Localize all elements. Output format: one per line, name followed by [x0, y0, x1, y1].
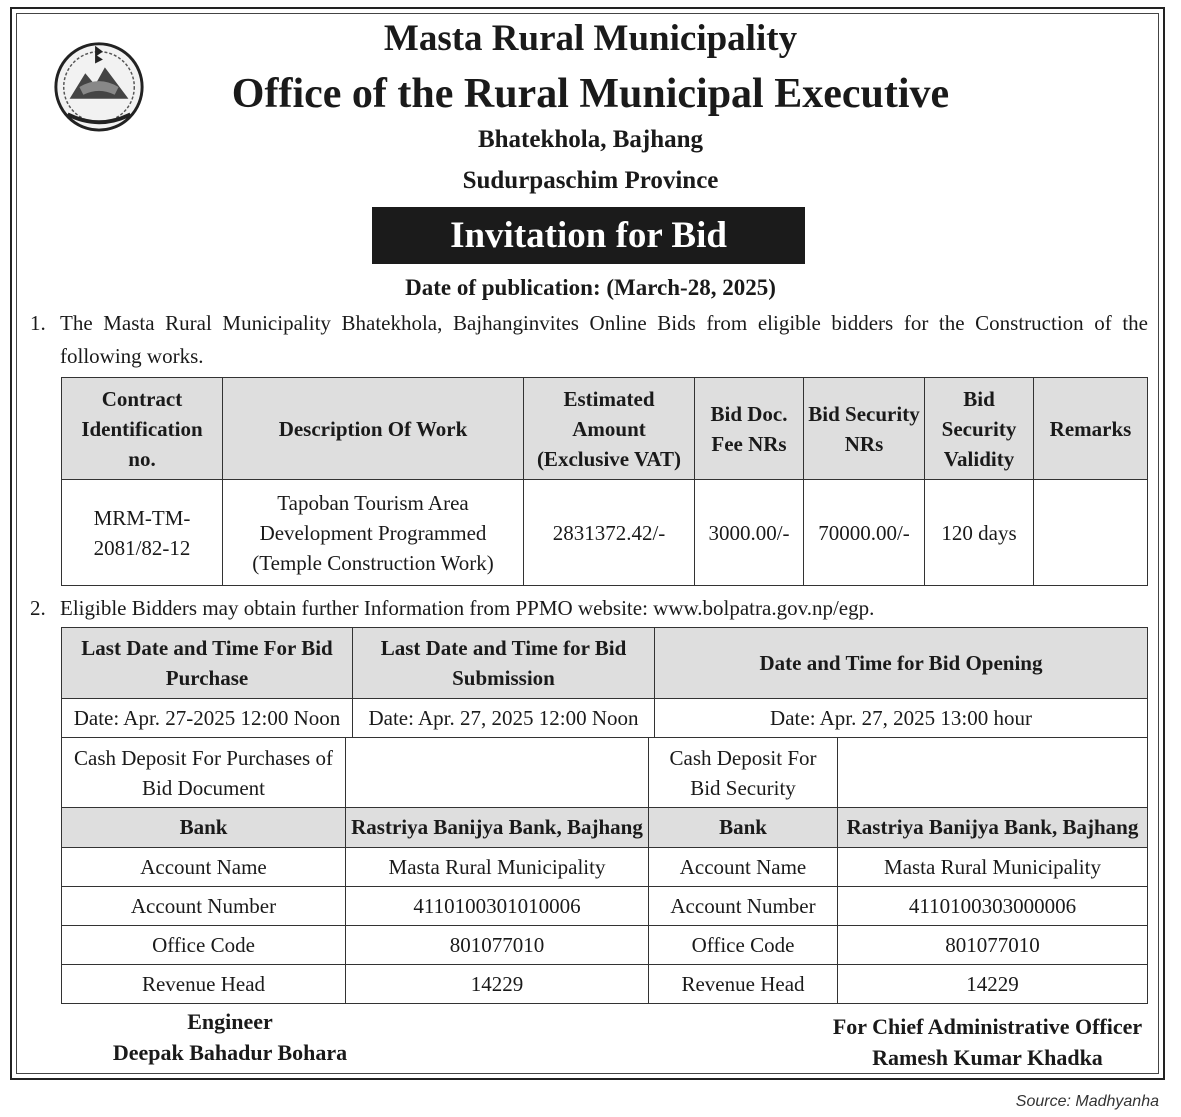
- remarks: [1034, 480, 1148, 586]
- notice-title: Invitation for Bid: [372, 207, 805, 264]
- row-label: Office Code: [649, 926, 838, 965]
- works-table: [61, 377, 1148, 586]
- col-remarks: Remarks: [1034, 378, 1148, 480]
- col-validity: Bid Security Validity: [925, 378, 1034, 480]
- work-description: Tapoban Tourism Area Development Programmed (Temple Construction Work): [223, 480, 524, 586]
- opening-date: Date: Apr. 27, 2025 13:00 hour: [655, 699, 1148, 738]
- deposit-table: [61, 737, 1148, 1004]
- row-value: Masta Rural Municipality: [346, 848, 649, 887]
- col-contract: Contract Identification no.: [62, 378, 223, 480]
- table-row: [62, 926, 1148, 965]
- table-row: [62, 848, 1148, 887]
- bank-name: Rastriya Banijya Bank, Bajhang: [346, 808, 649, 848]
- table-row: [62, 480, 1148, 586]
- item-number: 1.: [30, 311, 46, 335]
- cao-signature: [815, 1011, 1160, 1073]
- table-row: [62, 887, 1148, 926]
- col-amount: Estimated Amount (Exclusive VAT): [524, 378, 695, 480]
- signature-title: Engineer: [187, 1009, 273, 1034]
- row-label: Account Number: [649, 887, 838, 926]
- row-label: Account Name: [649, 848, 838, 887]
- row-value: 14229: [346, 965, 649, 1004]
- deposit-purchase-title: Cash Deposit For Purchases of Bid Document: [62, 738, 346, 808]
- bid-security: 70000.00/-: [804, 480, 925, 586]
- office-name: Office of the Rural Municipal Executive: [231, 71, 950, 117]
- invitation-paragraph: The Masta Rural Municipality Bhatekhola, Bajhanginvites Online Bids from eligible bidders for the Construction of the following works.: [60, 311, 1148, 368]
- security-validity: 120 days: [925, 480, 1034, 586]
- municipality-name: Masta Rural Municipality: [383, 18, 798, 59]
- engineer-signature: [80, 1006, 380, 1068]
- ppmo-info: Eligible Bidders may obtain further Information from PPMO website: www.bolpatra.gov.np/egp.: [60, 596, 875, 620]
- source-credit: Source: Madhyanha: [1015, 1093, 1159, 1110]
- contract-id: MRM-TM-2081/82-12: [62, 480, 223, 586]
- deposit-security-title: Cash Deposit For Bid Security: [649, 738, 838, 808]
- col-security: Bid Security NRs: [804, 378, 925, 480]
- row-value: 801077010: [346, 926, 649, 965]
- col-fee: Bid Doc. Fee NRs: [695, 378, 804, 480]
- table-row: [62, 965, 1148, 1004]
- row-label: Account Name: [62, 848, 346, 887]
- row-value: 4110100303000006: [838, 887, 1148, 926]
- col-submission-date: Last Date and Time for Bid Submission: [353, 628, 655, 699]
- blank-cell: [346, 738, 649, 808]
- dates-table: [61, 627, 1148, 738]
- row-label: Office Code: [62, 926, 346, 965]
- item-number: 2.: [30, 596, 46, 620]
- row-label: Account Number: [62, 887, 346, 926]
- purchase-date: Date: Apr. 27-2025 12:00 Noon: [62, 699, 353, 738]
- bank-name: Rastriya Banijya Bank, Bajhang: [838, 808, 1148, 848]
- row-label: Revenue Head: [62, 965, 346, 1004]
- submission-date: Date: Apr. 27, 2025 12:00 Noon: [353, 699, 655, 738]
- row-value: Masta Rural Municipality: [838, 848, 1148, 887]
- signature-name: Deepak Bahadur Bohara: [112, 1040, 348, 1065]
- estimated-amount: 2831372.42/-: [524, 480, 695, 586]
- col-opening-date: Date and Time for Bid Opening: [655, 628, 1148, 699]
- bank-label: Bank: [62, 808, 346, 848]
- blank-cell: [838, 738, 1148, 808]
- signature-title: For Chief Administrative Officer: [832, 1014, 1143, 1039]
- signature-name: Ramesh Kumar Khadka: [872, 1045, 1103, 1070]
- table-row: [62, 699, 1148, 738]
- province-name: Sudurpaschim Province: [462, 167, 719, 194]
- publication-date: Date of publication: (March-28, 2025): [405, 275, 776, 300]
- row-label: Revenue Head: [649, 965, 838, 1004]
- col-description: Description Of Work: [223, 378, 524, 480]
- bid-doc-fee: 3000.00/-: [695, 480, 804, 586]
- office-location: Bhatekhola, Bajhang: [477, 126, 704, 153]
- row-value: 14229: [838, 965, 1148, 1004]
- col-purchase-date: Last Date and Time For Bid Purchase: [62, 628, 353, 699]
- row-value: 801077010: [838, 926, 1148, 965]
- bank-label: Bank: [649, 808, 838, 848]
- row-value: 4110100301010006: [346, 887, 649, 926]
